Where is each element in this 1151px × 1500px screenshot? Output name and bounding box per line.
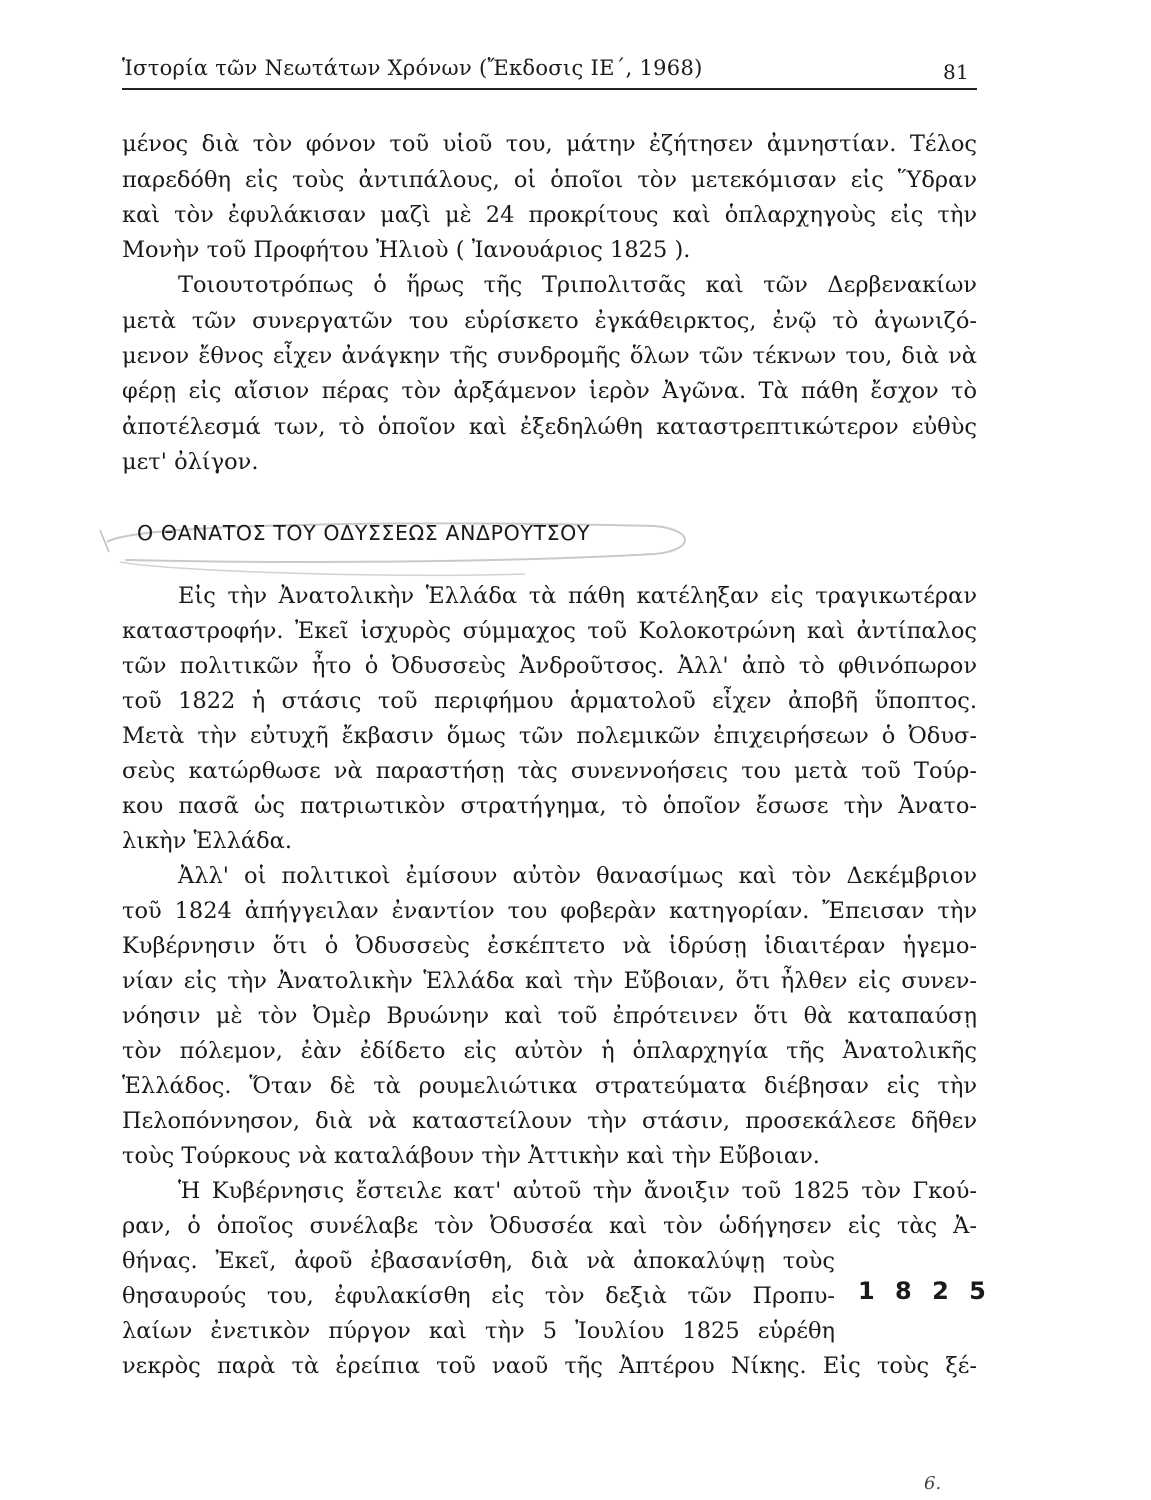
text-line: Τοιουτοτρόπως ὁ ἥρως τῆς Τριπολιτσᾶς καὶ τῶν Δερβενακίων — [178, 272, 977, 298]
text-line: μενον ἔθνος εἶχεν ἀνάγκην τῆς συνδρομῆς ὅλων τῶν τέκνων του, διὰ νὰ — [122, 343, 977, 369]
text-line: λικὴν Ἑλλάδα. — [122, 828, 292, 854]
text-line: νίαν εἰς τὴν Ἀνατολικὴν Ἑλλάδα καὶ τὴν Εὔβοιαν, ὅτι ἦλθεν εἰς συνεν- — [122, 968, 977, 994]
text-line: Ἡ Κυβέρνησις ἔστειλε κατ' αὐτοῦ τὴν ἄνοιξιν τοῦ 1825 τὸν Γκού- — [178, 1178, 977, 1204]
text-line: Μετὰ τὴν εὐτυχῆ ἔκβασιν ὅμως τῶν πολεμικῶν ἐπιχειρήσεων ὁ Ὀδυσ- — [122, 723, 977, 749]
text-line: νεκρὸς παρὰ τὰ ἐρείπια τοῦ ναοῦ τῆς Ἀπτέρου Νίκης. Εἰς τοὺς ξέ- — [122, 1353, 977, 1379]
text-line: θησαυρούς του, ἐφυλακίσθη εἰς τὸν δεξιὰ τῶν Προπυ- — [122, 1283, 835, 1309]
text-line: κου πασᾶ ὡς πατριωτικὸν στρατήγημα, τὸ ὁποῖον ἔσωσε τὴν Ἀνατο- — [122, 793, 977, 819]
margin-year-note: 1 8 2 5 — [858, 1277, 992, 1305]
text-line: τοὺς Τούρκους νὰ καταλάβουν τὴν Ἀττικὴν καὶ τὴν Εὔβοιαν. — [122, 1143, 820, 1169]
text-line: Ἑλλάδος. Ὅταν δὲ τὰ ρουμελιώτικα στρατεύματα διέβησαν εἰς τὴν — [122, 1073, 977, 1099]
text-line: φέρῃ εἰς αἴσιον πέρας τὸν ἀρξάμενον ἱερὸν Ἀγῶνα. Τὰ πάθη ἔσχον τὸ — [122, 378, 977, 404]
text-line: θήνας. Ἐκεῖ, ἀφοῦ ἐβασανίσθη, διὰ νὰ ἀποκαλύψῃ τοὺς — [122, 1248, 835, 1274]
text-line: σεὺς κατώρθωσε νὰ παραστήσῃ τὰς συνεννοήσεις του μετὰ τοῦ Τούρ- — [122, 758, 977, 784]
running-head — [122, 52, 977, 90]
text-line: μετὰ τῶν συνεργατῶν του εὑρίσκετο ἐγκάθειρκτος, ἐνῷ τὸ ἀγωνιζό- — [122, 308, 977, 334]
text-line: Πελοπόννησον, διὰ νὰ καταστείλουν τὴν στάσιν, προσεκάλεσε δῆθεν — [122, 1108, 977, 1134]
text-line: μετ' ὀλίγον. — [122, 449, 259, 475]
text-line: τοῦ 1822 ἡ στάσις τοῦ περιφήμου ἁρματολοῦ εἶχεν ἀποβῆ ὕποπτος. — [122, 688, 977, 714]
signature-mark: 6. — [924, 1473, 942, 1494]
page-number: 81 — [942, 60, 969, 84]
running-head-title: Ἱστορία τῶν Νεωτάτων Χρόνων (Ἔκδοσις ΙΕ΄, 1968) — [122, 56, 703, 80]
text-line: παρεδόθη εἰς τοὺς ἀντιπάλους, οἱ ὁποῖοι τὸν μετεκόμισαν εἰς Ὕδραν — [122, 167, 977, 193]
text-line: λαίων ἐνετικὸν πύργον καὶ τὴν 5 Ἰουλίου 1825 εὑρέθη — [122, 1318, 835, 1344]
text-line: ἀποτέλεσμά των, τὸ ὁποῖον καὶ ἐξεδηλώθη καταστρεπτικώτερον εὐθὺς — [122, 414, 977, 440]
text-line: Κυβέρνησιν ὅτι ὁ Ὀδυσσεὺς ἐσκέπτετο νὰ ἱδρύσῃ ἰδιαιτέραν ἡγεμο- — [122, 933, 977, 959]
text-line: νόησιν μὲ τὸν Ὀμὲρ Βρυώνην καὶ τοῦ ἐπρότεινεν ὅτι θὰ καταπαύσῃ — [122, 1003, 977, 1029]
text-line: Εἰς τὴν Ἀνατολικὴν Ἑλλάδα τὰ πάθη κατέληξαν εἰς τραγικωτέραν — [178, 583, 977, 609]
text-line: τοῦ 1824 ἀπήγγειλαν ἐναντίον του φοβερὰν κατηγορίαν. Ἔπεισαν τὴν — [122, 898, 977, 924]
text-line: τῶν πολιτικῶν ἦτο ὁ Ὀδυσσεὺς Ἀνδροῦτσος. Ἀλλ' ἀπὸ τὸ φθινόπωρον — [122, 653, 977, 679]
section-heading: Ο ΘΑΝΑΤΟΣ ΤΟΥ ΟΔΥΣΣΕΩΣ ΑΝΔΡΟΥΤΣΟΥ — [137, 521, 591, 545]
text-line: καὶ τὸν ἐφυλάκισαν μαζὶ μὲ 24 προκρίτους καὶ ὁπλαρχηγοὺς εἰς τὴν — [122, 202, 977, 228]
text-line: Ἀλλ' οἱ πολιτικοὶ ἐμίσουν αὐτὸν θανασίμως καὶ τὸν Δεκέμβριον — [178, 863, 977, 889]
text-line: Μονὴν τοῦ Προφήτου Ἠλιοὺ ( Ἰανουάριος 1825 ). — [122, 237, 691, 263]
text-line: μένος διὰ τὸν φόνον τοῦ υἱοῦ του, μάτην ἐζήτησεν ἀμνηστίαν. Τέλος — [122, 131, 977, 157]
text-line: τὸν πόλεμον, ἐὰν ἐδίδετο εἰς αὐτὸν ἡ ὁπλαρχηγία τῆς Ἀνατολικῆς — [122, 1038, 977, 1064]
text-line: ραν, ὁ ὁποῖος συνέλαβε τὸν Ὀδυσσέα καὶ τὸν ὡδήγησεν εἰς τὰς Ἀ- — [122, 1213, 977, 1239]
text-line: καταστροφήν. Ἐκεῖ ἰσχυρὸς σύμμαχος τοῦ Κολοκοτρώνη καὶ ἀντίπαλος — [122, 618, 977, 644]
